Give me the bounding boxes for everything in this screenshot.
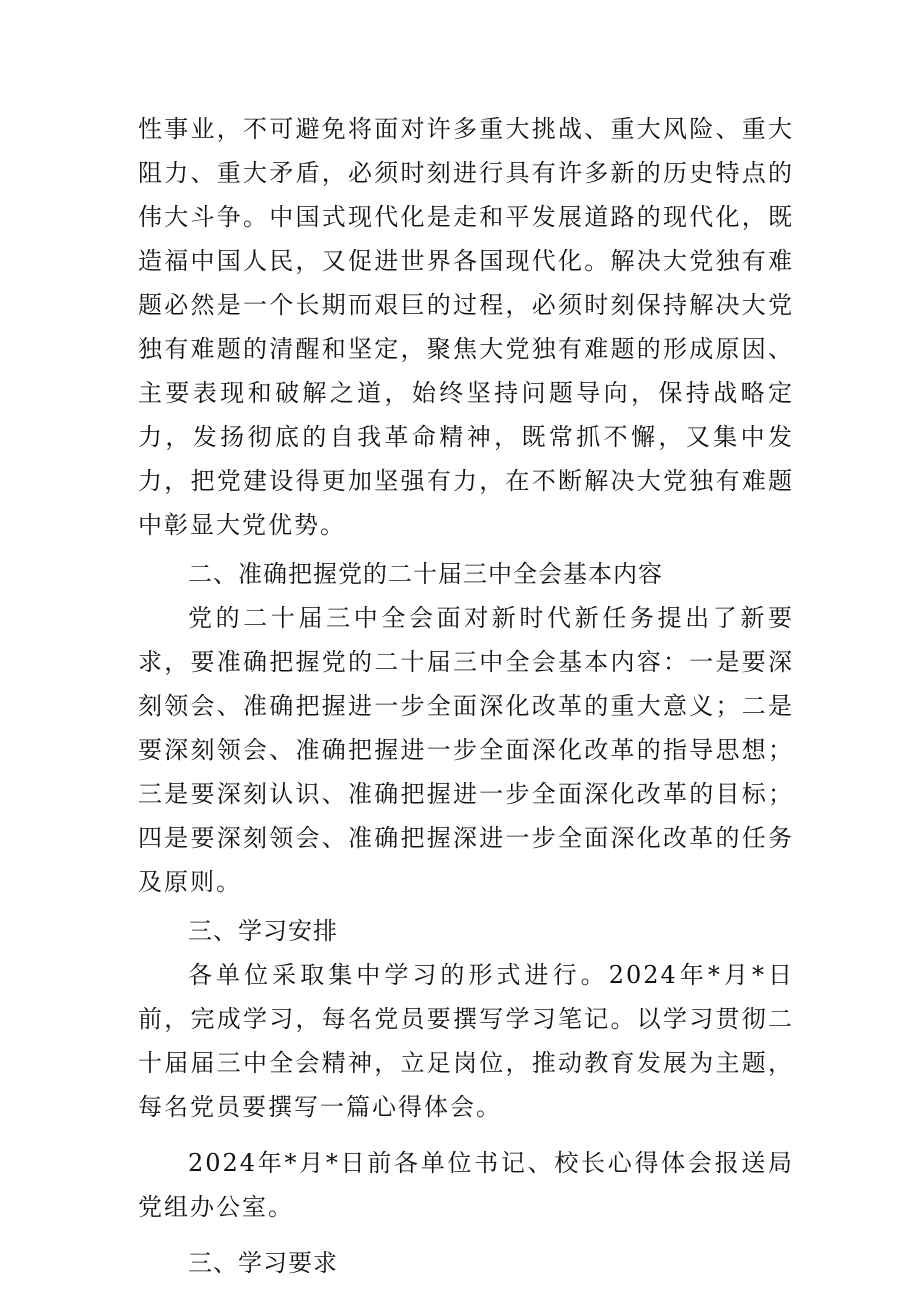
paragraph-report-deadline: 2024年*月*日前各单位书记、校长心得体会报送局党组办公室。	[138, 1149, 794, 1221]
paragraph-basic-content: 党的二十届三中全会面对新时代新任务提出了新要求，要准确把握党的二十届三中全会基本内容：一是要深刻领会、准确把握进一步全面深化改革的重大意义；二是要深刻领会、准确把握进一步全面深化改革的指导思想；三是要深刻认识、准确把握进一步全面深化改革的目标；四是要深刻领会、准确把握深进一步全面深化改革的任务及原则。	[138, 604, 794, 896]
paragraph-study-arrangement: 各单位采取集中学习的形式进行。2024年*月*日前，完成学习，每名党员要撰写学习笔记。以学习贯彻二十届届三中全会精神，立足岗位，推动教育发展为主题，每名党员要撰写一篇心得体会。	[138, 961, 794, 1121]
paragraph-continuation: 性事业，不可避免将面对许多重大挑战、重大风险、重大阻力、重大矛盾，必须时刻进行具有许多新的历史特点的伟大斗争。中国式现代化是走和平发展道路的现代化，既造福中国人民，又促进世界各国现代化。解决大党独有难题必然是一个长期而艰巨的过程，必须时刻保持解决大党独有难题的清醒和坚定，聚焦大党独有难题的形成原因、主要表现和破解之道，始终坚持问题导向，保持战略定力，发扬彻底的自我革命精神，既常抓不懈，又集中发力，把党建设得更加坚强有力，在不断解决大党独有难题中彰显大党优势。	[138, 115, 794, 539]
section-heading-4: 三、学习要求	[188, 1249, 338, 1277]
section-heading-3: 三、学习安排	[188, 917, 338, 945]
document-body	[138, 107, 794, 1285]
section-heading-2: 二、准确把握党的二十届三中全会基本内容	[188, 560, 663, 588]
